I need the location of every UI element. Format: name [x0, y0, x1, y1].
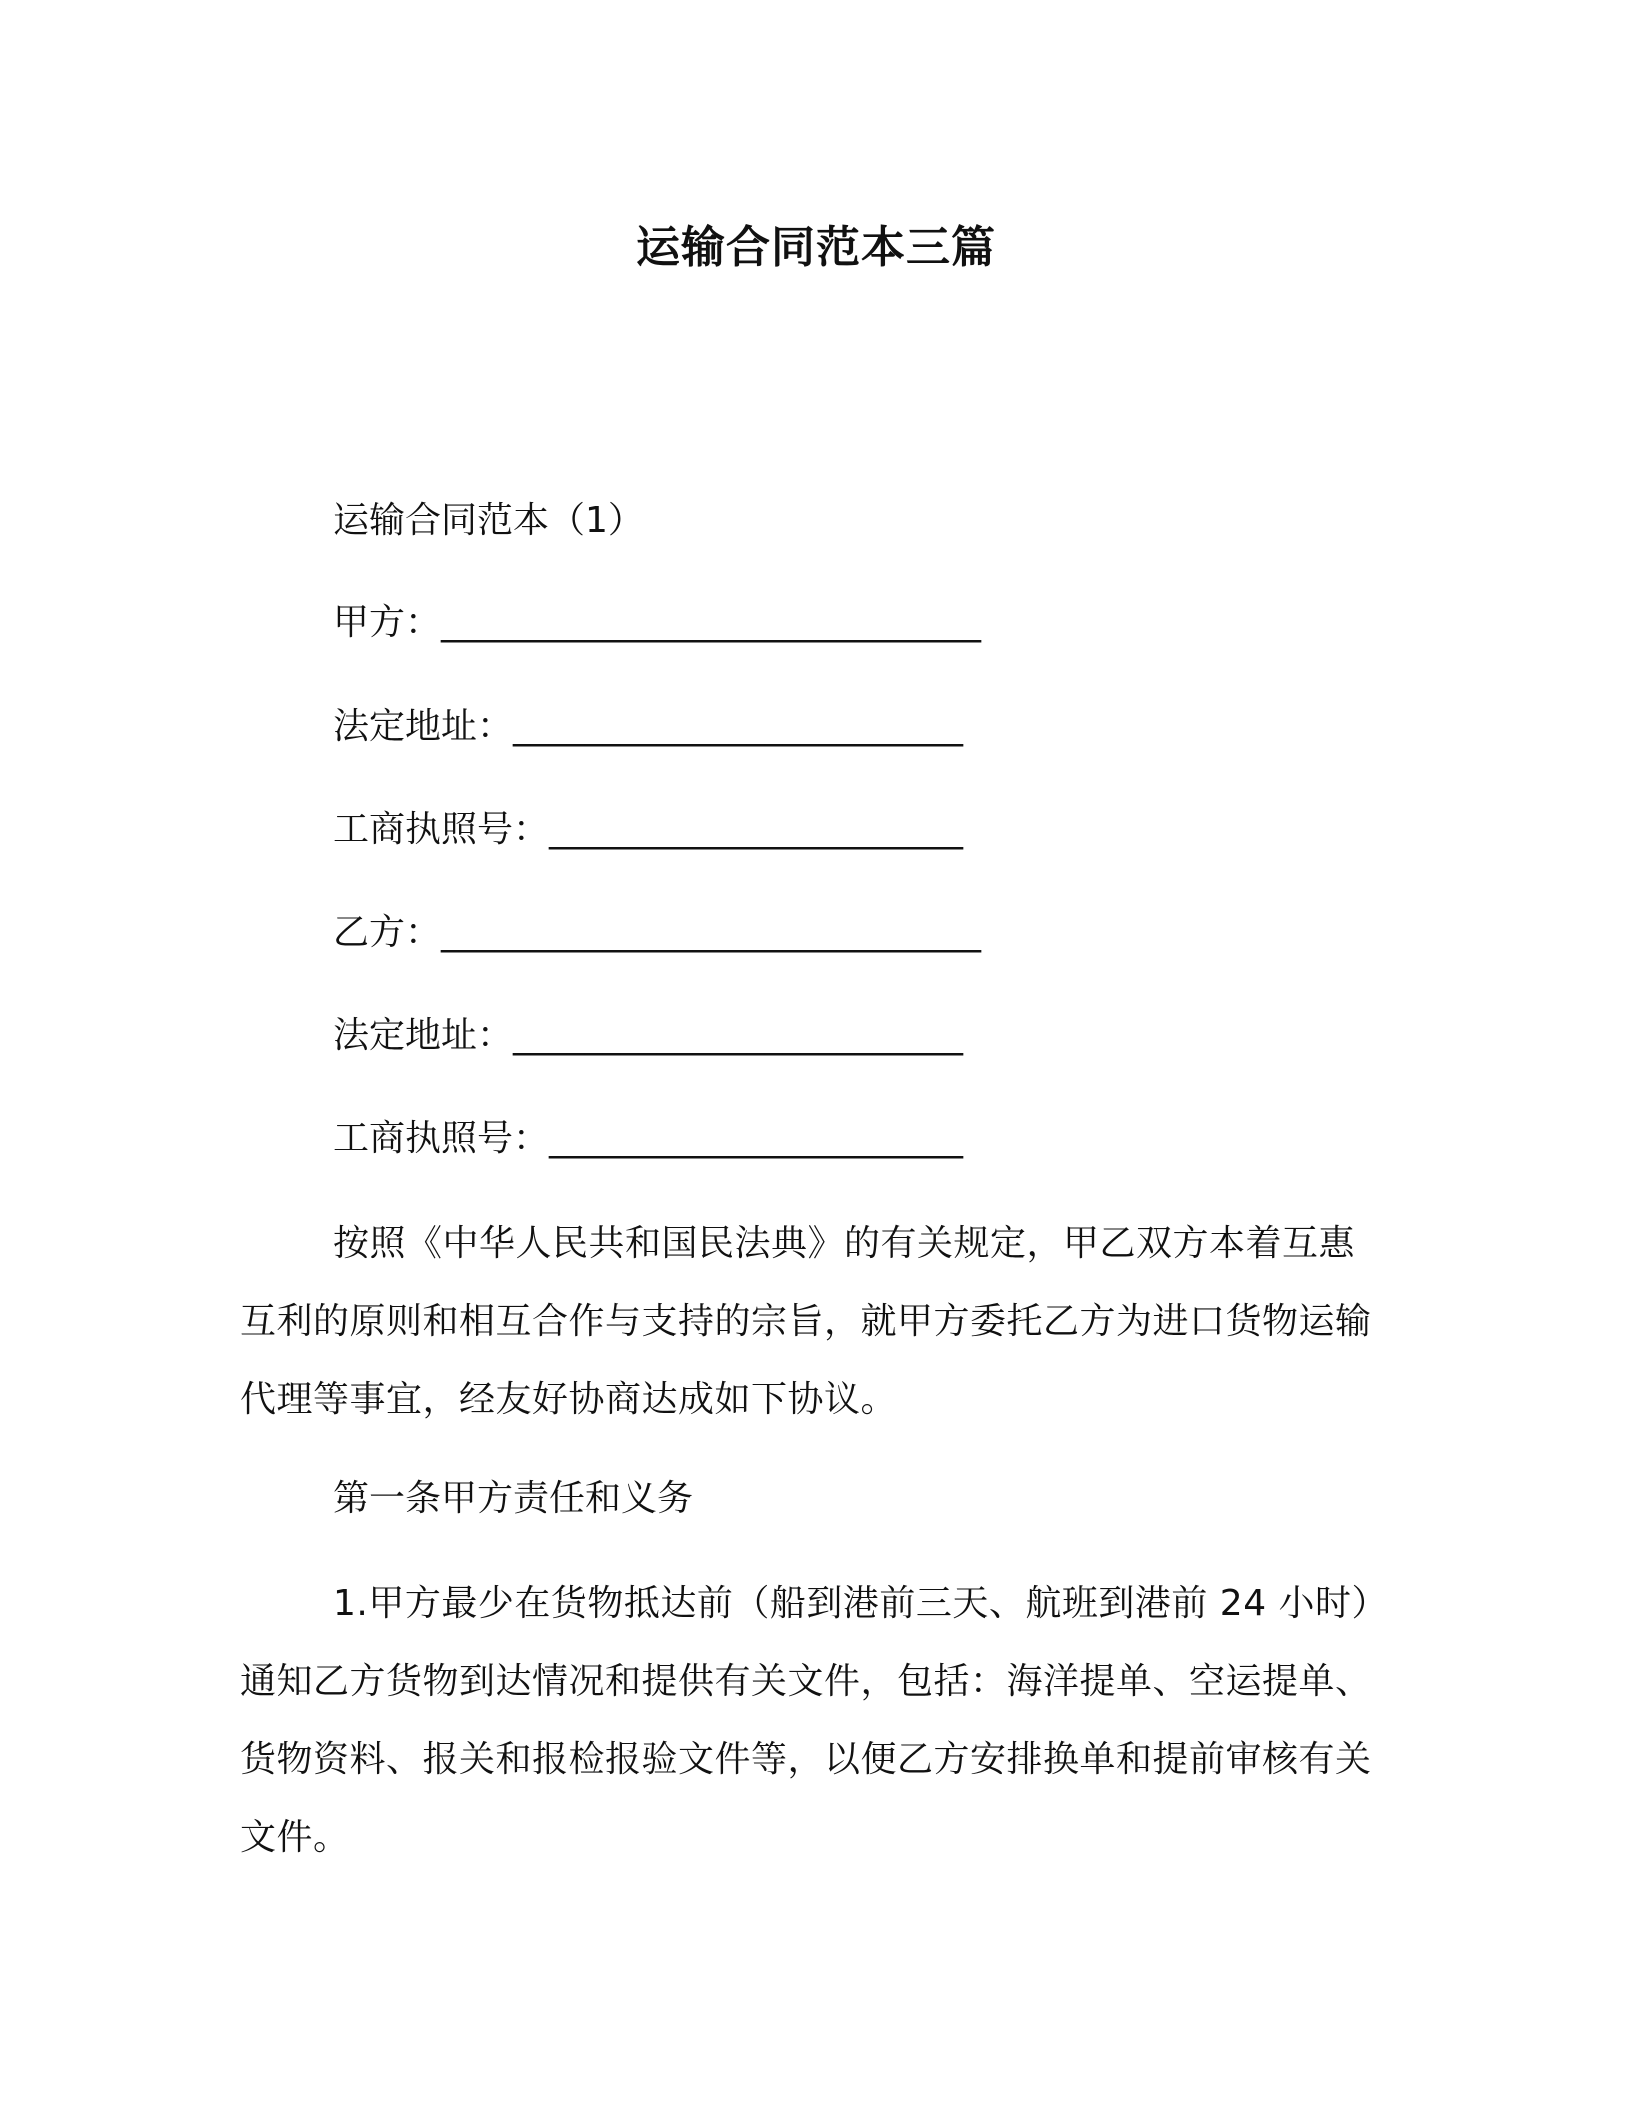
intro-paragraph: 按照《中华人民共和国民法典》的有关规定，甲乙双方本着互惠互利的原则和相互合作与支持的宗旨，就甲方委托乙方为进口货物运输代理等事宜，经友好协商达成如下协议。	[240, 1223, 1372, 1420]
contract-subtitle: 运输合同范本（1）	[333, 500, 644, 541]
party-b-license-field: 工商执照号：_______________________	[333, 1118, 964, 1159]
section-1-heading: 第一条甲方责任和义务	[333, 1478, 694, 1519]
clause-1-paragraph: 1.甲方最少在货物抵达前（船到港前三天、航班到港前 24 小时）通知乙方货物到达情况和提供有关文件，包括：海洋提单、空运提单、货物资料、报关和报检报验文件等，以便乙方安排换单和提前审核有关文件。	[240, 1583, 1389, 1858]
party-b-address-field: 法定地址：_________________________	[333, 1015, 964, 1056]
document-title: 运输合同范本三篇	[636, 222, 996, 273]
party-a-license-field: 工商执照号：_______________________	[333, 809, 964, 850]
party-b-field: 乙方：______________________________	[333, 912, 982, 953]
party-a-field: 甲方：______________________________	[333, 602, 982, 643]
party-a-address-field: 法定地址：_________________________	[333, 706, 964, 747]
